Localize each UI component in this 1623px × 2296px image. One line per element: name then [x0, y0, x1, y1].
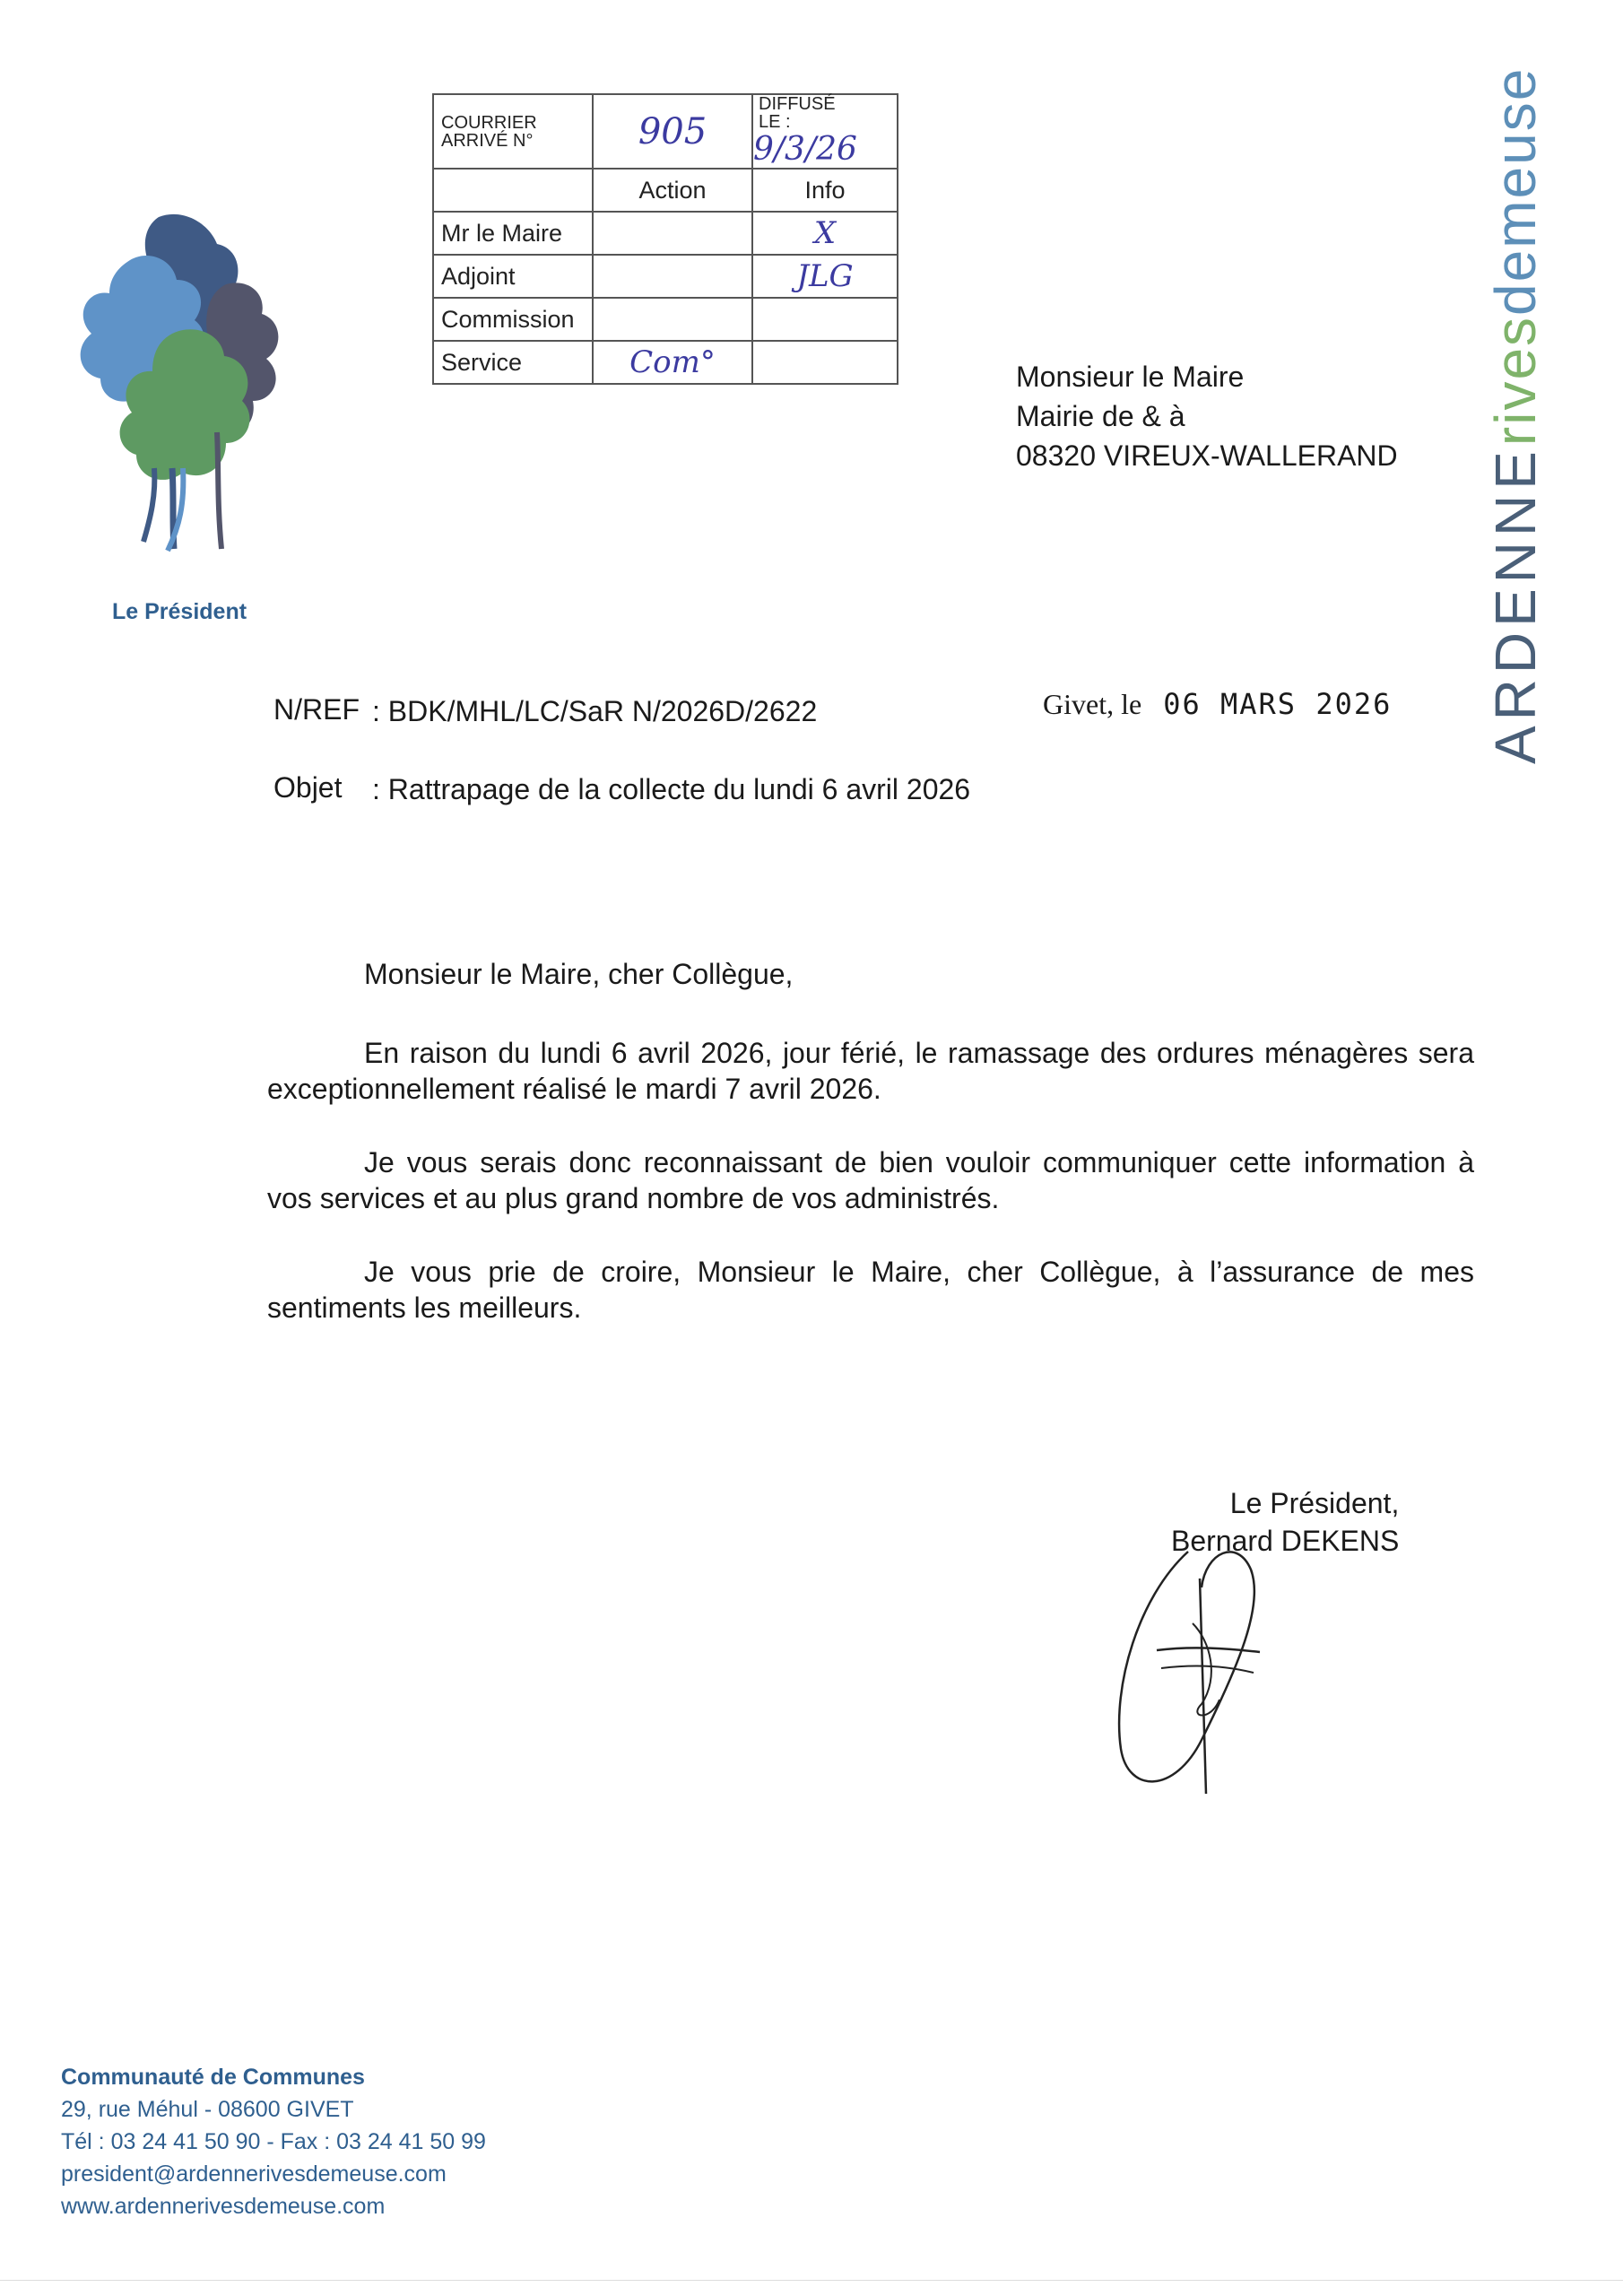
- handwritten-signature-icon: [1103, 1525, 1309, 1803]
- stamp-row-label: Adjoint: [433, 255, 593, 298]
- brand-logo: [1475, 0, 1556, 764]
- page-edge-divider: [0, 2280, 1623, 2281]
- stamp-corner: [433, 169, 593, 212]
- recipient-line: 08320 VIREUX-WALLERAND: [1016, 439, 1398, 472]
- stamp-row-info: X: [752, 212, 898, 255]
- signatory-name: Bernard DEKENS: [1171, 1525, 1400, 1557]
- stamp-col-info: Info: [752, 169, 898, 212]
- letter-body: [267, 956, 1474, 1363]
- stamp-row-action: [593, 298, 752, 341]
- signatory-title: Le Président,: [1229, 1487, 1400, 1519]
- reference-label: N/REF: [273, 693, 360, 726]
- footer-email: president@ardennerivesdemeuse.com: [61, 2161, 447, 2187]
- reference-value: : BDK/MHL/LC/SaR N/2026D/2622: [372, 695, 818, 727]
- object-value: : Rattrapage de la collecte du lundi 6 avril 2026: [372, 773, 971, 805]
- footer-address: 29, rue Méhul - 08600 GIVET: [61, 2097, 354, 2122]
- sender-title: Le Président: [112, 599, 247, 624]
- stamp-row-label: Service: [433, 341, 593, 384]
- stamp-courrier-label: COURRIER ARRIVÉ N°: [433, 94, 593, 169]
- reception-stamp: [432, 93, 898, 385]
- stamp-row: [433, 341, 898, 384]
- trees-logo-icon: [74, 208, 316, 567]
- stamp-row-label: Mr le Maire: [433, 212, 593, 255]
- salutation: Monsieur le Maire, cher Collègue,: [364, 958, 794, 990]
- brand-part-rives: rives: [1483, 315, 1548, 447]
- footer-web: www.ardennerivesdemeuse.com: [61, 2194, 386, 2219]
- brand-part-demeuse: demeuse: [1483, 66, 1548, 316]
- footer-org: Communauté de Communes: [61, 2065, 365, 2090]
- body-paragraph: Je vous prie de croire, Monsieur le Maire, cher Collègue, à l’assurance de mes sentiments les meilleurs.: [267, 1256, 1474, 1324]
- recipient-line: Mairie de & à: [1016, 400, 1185, 432]
- stamp-row-action: [593, 255, 752, 298]
- stamp-row-label: Commission: [433, 298, 593, 341]
- brand-part-ardenne: ARDENNE: [1483, 446, 1548, 764]
- stamp-row: [433, 255, 898, 298]
- body-paragraph: En raison du lundi 6 avril 2026, jour férié, le ramassage des ordures ménagères sera exceptionnellement réalisé le mardi 7 avril 2026.: [267, 1037, 1474, 1105]
- stamp-diffuse-date: 9/3/26: [753, 131, 857, 168]
- footer: [61, 2061, 486, 2222]
- stamp-row: [433, 212, 898, 255]
- letter-date: [1043, 687, 1392, 721]
- stamp-courrier-number: 905: [593, 94, 752, 169]
- stamp-diffuse-cell: [752, 94, 898, 169]
- stamp-col-action: Action: [593, 169, 752, 212]
- date-place: Givet, le: [1043, 688, 1142, 720]
- stamp-row-action: Com°: [593, 341, 752, 384]
- stamp-row-info: [752, 298, 898, 341]
- stamp-row-info: [752, 341, 898, 384]
- body-paragraph: Je vous serais donc reconnaissant de bien vouloir communiquer cette information à vos services et au plus grand nombre de vos administrés.: [267, 1146, 1474, 1214]
- recipient-line: Monsieur le Maire: [1016, 361, 1245, 393]
- stamp-row-info: JLG: [752, 255, 898, 298]
- stamp-row: [433, 298, 898, 341]
- date-stamp: 06 MARS 2026: [1163, 687, 1393, 721]
- object-label: Objet: [273, 771, 343, 804]
- stamp-diffuse-label: DIFFUSÉ LE :: [759, 94, 836, 132]
- footer-phone: Tél : 03 24 41 50 90 - Fax : 03 24 41 50 99: [61, 2129, 486, 2154]
- stamp-row-action: [593, 212, 752, 255]
- recipient-address: [1016, 357, 1398, 475]
